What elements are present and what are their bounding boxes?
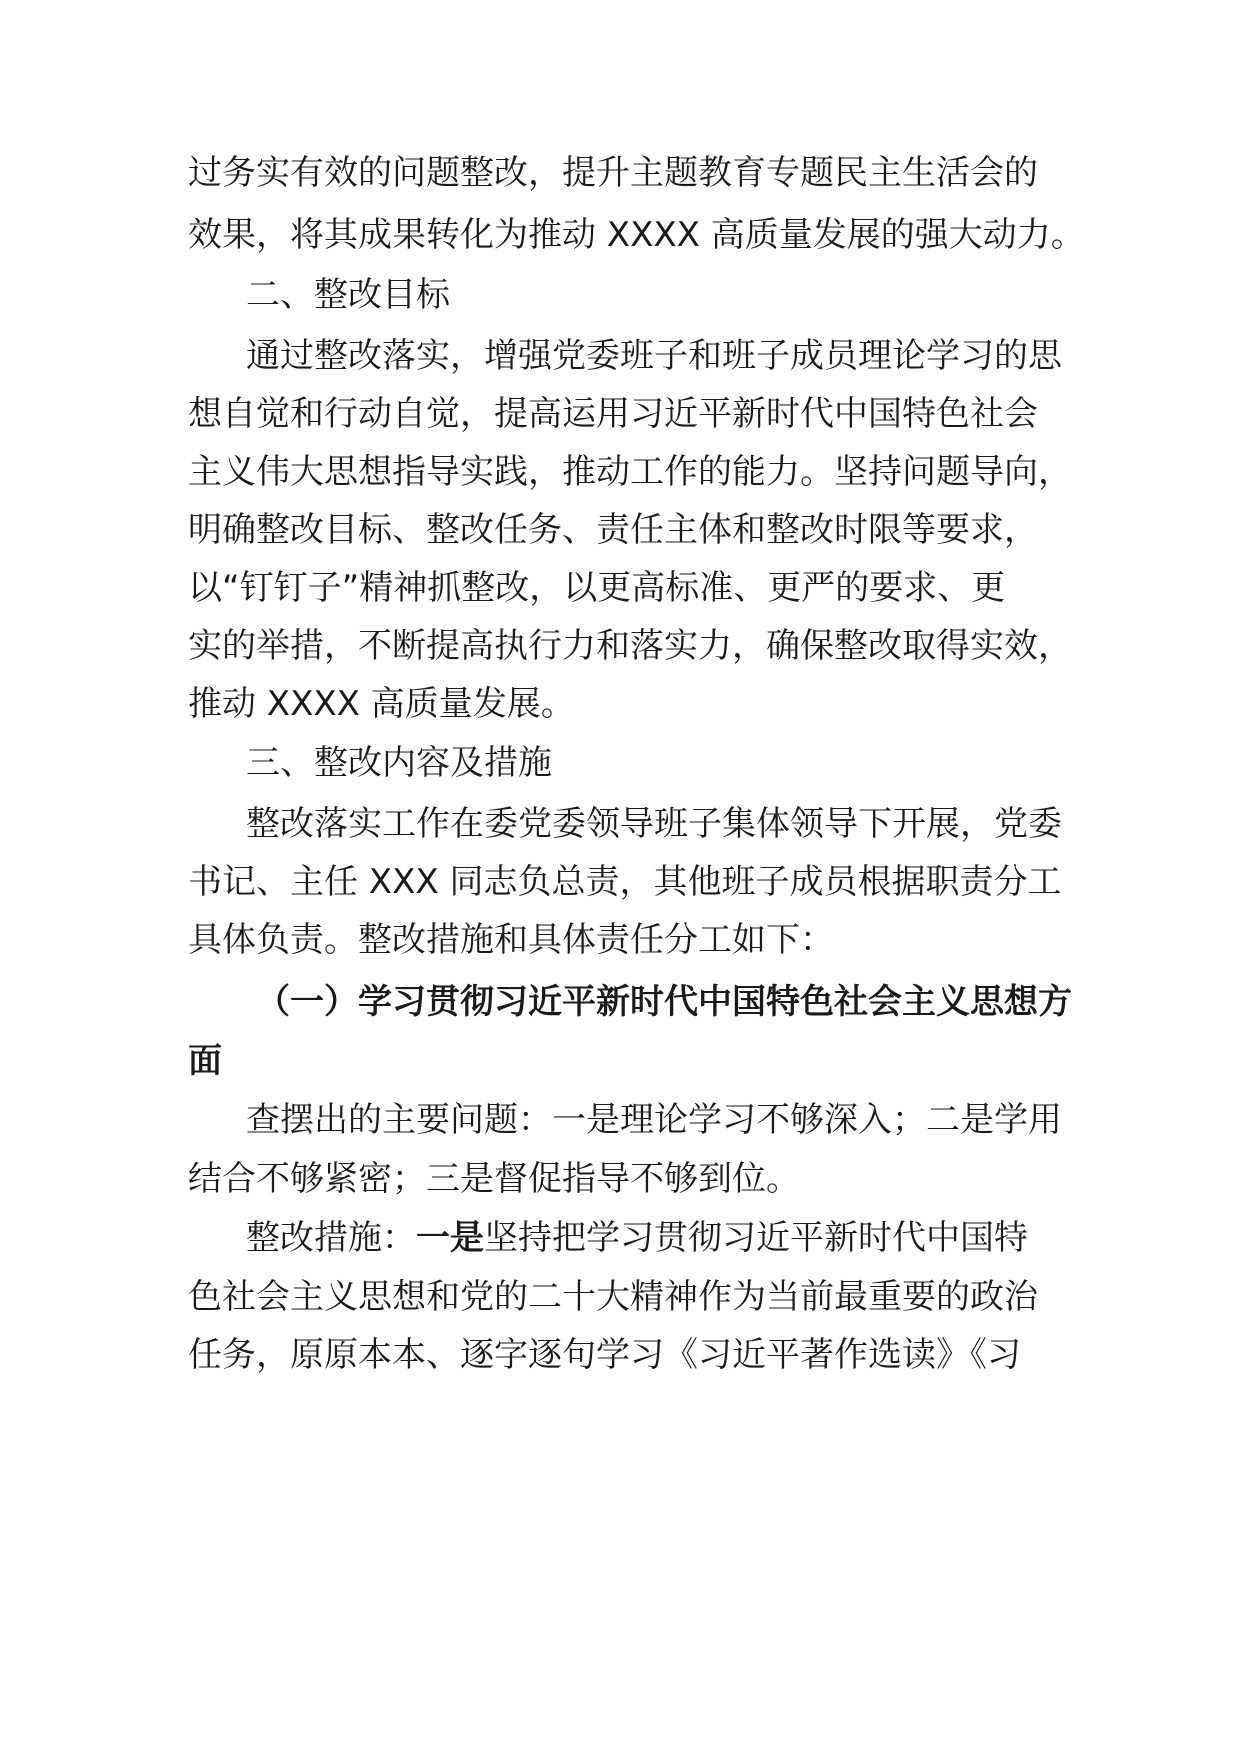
measures-rest: 坚持把学习贯彻习近平新时代中国特	[484, 1218, 1028, 1258]
paragraph-line: 明确整改目标、整改任务、责任主体和整改时限等要求，	[188, 510, 1038, 550]
subsection-heading-cont: 面	[188, 1041, 222, 1081]
paragraph-line: 查摆出的主要问题：一是理论学习不够深入；二是学用	[246, 1100, 1062, 1140]
paragraph-line: 想自觉和行动自觉，提高运用习近平新时代中国特色社会	[188, 394, 1038, 434]
paragraph-line: 色社会主义思想和党的二十大精神作为当前最重要的政治	[188, 1277, 1038, 1317]
paragraph-line: 效果，将其成果转化为推动 XXXX 高质量发展的强大动力。	[188, 215, 1085, 255]
paragraph-line: 通过整改落实，增强党委班子和班子成员理论学习的思	[246, 336, 1062, 376]
paragraph-line: 推动 XXXX 高质量发展。	[188, 684, 575, 724]
section-heading: 三、整改内容及措施	[246, 743, 552, 783]
paragraph-line: 具体负责。整改措施和具体责任分工如下：	[188, 920, 834, 960]
paragraph-line: 实的举措，不断提高执行力和落实力，确保整改取得实效，	[188, 626, 1072, 666]
paragraph-line: 书记、主任 XXX 同志负总责，其他班子成员根据职责分工	[188, 862, 1062, 902]
measures-line	[246, 1216, 1068, 1260]
paragraph-line: 过务实有效的问题整改，提升主题教育专题民主生活会的	[188, 153, 1038, 193]
measures-prefix: 整改措施：	[246, 1218, 416, 1258]
paragraph-line: 任务，原原本本、逐字逐句学习《习近平著作选读》《习	[188, 1335, 1021, 1375]
paragraph-line: 整改落实工作在委党委领导班子集体领导下开展，党委	[246, 804, 1062, 844]
paragraph-line: 主义伟大思想指导实践，推动工作的能力。坚持问题导向，	[188, 452, 1072, 492]
section-heading: 二、整改目标	[246, 275, 450, 315]
paragraph-line: 以“钉钉子”精神抓整改，以更高标准、更严的要求、更	[188, 568, 1006, 608]
measures-bold: 一是	[416, 1218, 484, 1258]
subsection-heading: （一）学习贯彻习近平新时代中国特色社会主义思想方	[256, 982, 1072, 1022]
paragraph-line: 结合不够紧密；三是督促指导不够到位。	[188, 1159, 800, 1199]
